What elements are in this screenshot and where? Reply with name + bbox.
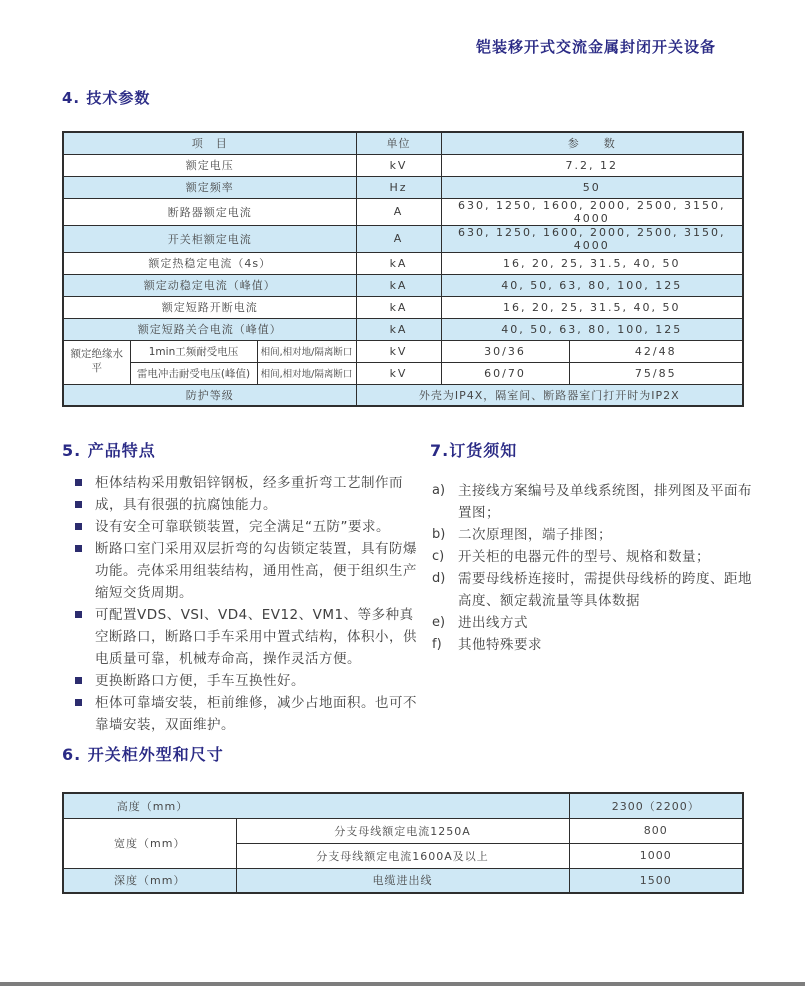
row-item-label: 额定动稳定电流（峰值） [63, 274, 356, 296]
list-item [432, 546, 762, 568]
feature-text: 柜体可靠墙安装，柜前维修，减少占地面积。也可不靠墙安装，双面维护。 [95, 695, 417, 733]
section-title-features: 5. 产品特点 [62, 441, 156, 460]
item-marker: d) [432, 571, 446, 586]
feature-text: 更换断路口方便，手车互换性好。 [95, 673, 305, 689]
row-unit: kA [356, 252, 441, 274]
list-item [75, 494, 420, 516]
depth-desc: 电缆进出线 [236, 868, 569, 893]
width-value: 1000 [569, 843, 743, 868]
insulation-row [63, 340, 743, 362]
insulation-value-1: 30/36 [441, 340, 569, 362]
row-unit: kA [356, 318, 441, 340]
page-bottom-edge [0, 982, 805, 986]
insulation-group-label: 额定绝缘水平 [63, 340, 130, 384]
row-item-label: 额定短路关合电流（峰值） [63, 318, 356, 340]
feature-text: 可配置VDS、VSI、VD4、EV12、VM1、等多种真空断路口，断路口手车采用中置式结构，体积小，供电质量可靠，机械寿命高，操作灵活方便。 [95, 607, 417, 667]
list-item [432, 480, 762, 524]
section-title-dimensions: 6. 开关柜外型和尺寸 [62, 745, 224, 764]
height-value: 2300（2200） [569, 793, 743, 818]
bullet-square-icon [75, 494, 95, 516]
item-text: 主接线方案编号及单线系统图，排列图及平面布置图； [458, 483, 752, 521]
list-item [75, 604, 420, 670]
bullet-square-icon [75, 692, 95, 736]
item-text: 进出线方式 [458, 615, 528, 631]
item-marker: e) [432, 615, 446, 630]
row-param: 50 [441, 176, 743, 198]
row-unit: kV [356, 362, 441, 384]
row-item-label: 额定频率 [63, 176, 356, 198]
dimensions-table [62, 792, 744, 894]
row-param: 40, 50, 63, 80, 100, 125 [441, 318, 743, 340]
bullet-square-icon [75, 604, 95, 670]
feature-text: 断路口室门采用双层折弯的勾齿锁定装置，具有防爆功能。壳体采用组装结构，通用性高，便于组织生产缩短交货周期。 [95, 541, 417, 601]
row-unit: Hz [356, 176, 441, 198]
protection-label: 防护等级 [63, 384, 356, 406]
table-row [63, 274, 743, 296]
item-marker: b) [432, 527, 446, 542]
row-param: 40, 50, 63, 80, 100, 125 [441, 274, 743, 296]
width-row [63, 818, 743, 843]
features-list [75, 472, 420, 736]
table-row [63, 176, 743, 198]
depth-label: 深度（mm） [63, 868, 236, 893]
insulation-test-name: 1min工频耐受电压 [130, 340, 257, 362]
insulation-value-1: 60/70 [441, 362, 569, 384]
bullet-square-icon [75, 670, 95, 692]
row-item-label: 断路器额定电流 [63, 198, 356, 225]
item-marker: c) [432, 549, 445, 564]
insulation-test-name: 雷电冲击耐受电压(峰值) [130, 362, 257, 384]
width-desc: 分支母线额定电流1250A [236, 818, 569, 843]
protection-row [63, 384, 743, 406]
row-unit: A [356, 225, 441, 252]
height-label: 高度（mm） [116, 799, 189, 813]
feature-text: 成，具有很强的抗腐蚀能力。 [95, 497, 277, 513]
table-row [63, 154, 743, 176]
row-item-label: 额定电压 [63, 154, 356, 176]
row-param: 16, 20, 25, 31.5, 40, 50 [441, 296, 743, 318]
row-param: 630, 1250, 1600, 2000, 2500, 3150, 4000 [441, 198, 743, 225]
width-desc: 分支母线额定电流1600A及以上 [236, 843, 569, 868]
item-marker: f) [432, 637, 442, 652]
item-text: 需要母线桥连接时，需提供母线桥的跨度、距地高度、额定载流量等具体数据 [458, 571, 752, 609]
list-item [75, 692, 420, 736]
col-header-param: 参 数 [441, 132, 743, 154]
list-item [432, 612, 762, 634]
width-label: 宽度（mm） [63, 818, 236, 868]
row-item-label: 开关柜额定电流 [63, 225, 356, 252]
table-row [63, 198, 743, 225]
insulation-value-2: 42/48 [569, 340, 743, 362]
row-item-label: 额定热稳定电流（4s） [63, 252, 356, 274]
list-item [75, 516, 420, 538]
doc-header-title: 铠装移开式交流金属封闭开关设备 [475, 38, 716, 56]
table-row [63, 252, 743, 274]
item-text: 二次原理图，端子排图； [458, 527, 612, 543]
feature-text: 设有安全可靠联锁装置，完全满足“五防”要求。 [95, 519, 390, 535]
tech-params-table [62, 131, 744, 407]
ordering-list [432, 480, 762, 656]
insulation-scope: 相间,相对地/隔离断口 [257, 340, 356, 362]
item-text: 其他特殊要求 [458, 637, 542, 653]
table-row [63, 296, 743, 318]
depth-row [63, 868, 743, 893]
item-text: 开关柜的电器元件的型号、规格和数量； [458, 549, 710, 565]
row-item-label: 额定短路开断电流 [63, 296, 356, 318]
protection-value: 外壳为IP4X，隔室间、断路器室门打开时为IP2X [356, 384, 743, 406]
row-unit: kV [356, 154, 441, 176]
bullet-square-icon [75, 472, 95, 494]
list-item [75, 472, 420, 494]
tech-table-header-row [63, 132, 743, 154]
insulation-value-2: 75/85 [569, 362, 743, 384]
insulation-scope: 相间,相对地/隔离断口 [257, 362, 356, 384]
row-unit: kA [356, 274, 441, 296]
feature-text: 柜体结构采用敷铝锌钢板，经多重折弯工艺制作而 [95, 475, 403, 491]
insulation-row [63, 362, 743, 384]
list-item [432, 568, 762, 612]
list-item [75, 538, 420, 604]
col-header-item: 项 目 [63, 132, 356, 154]
row-param: 630, 1250, 1600, 2000, 2500, 3150, 4000 [441, 225, 743, 252]
row-unit: A [356, 198, 441, 225]
item-marker: a) [432, 483, 446, 498]
row-unit: kV [356, 340, 441, 362]
row-unit: kA [356, 296, 441, 318]
section-title-ordering: 7.订货须知 [430, 441, 518, 460]
height-row [63, 793, 743, 818]
bullet-square-icon [75, 538, 95, 604]
height-label-cell [63, 793, 569, 818]
bullet-square-icon [75, 516, 95, 538]
width-value: 800 [569, 818, 743, 843]
list-item [432, 634, 762, 656]
section-title-tech-params: 4. 技术参数 [62, 89, 151, 107]
list-item [432, 524, 762, 546]
table-row [63, 225, 743, 252]
row-param: 16, 20, 25, 31.5, 40, 50 [441, 252, 743, 274]
depth-value: 1500 [569, 868, 743, 893]
col-header-unit: 单位 [356, 132, 441, 154]
table-row [63, 318, 743, 340]
list-item [75, 670, 420, 692]
row-param: 7.2, 12 [441, 154, 743, 176]
